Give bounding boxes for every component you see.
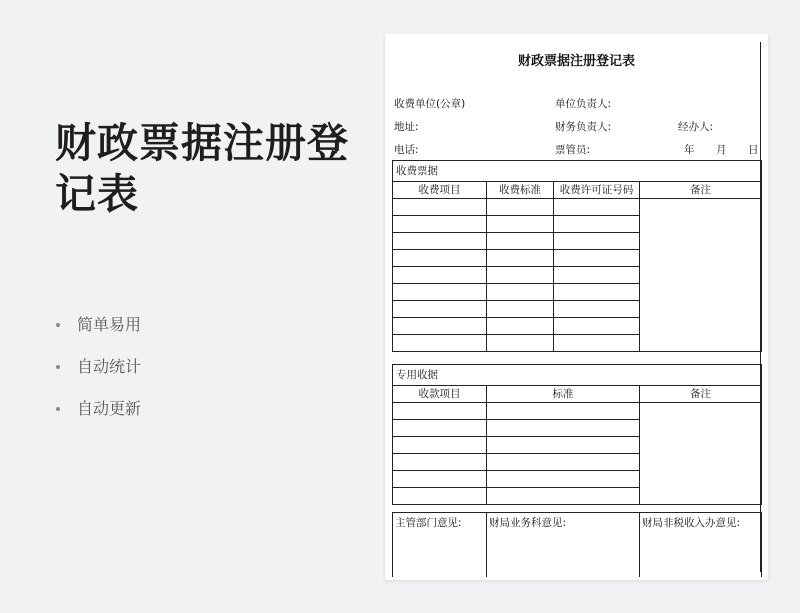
table-cell (554, 199, 640, 216)
table-cell (487, 216, 554, 233)
table-row (393, 199, 762, 216)
address-field: 地址: (394, 121, 419, 133)
table-cell (554, 233, 640, 250)
unit-head-field: 单位负责人: (555, 98, 612, 110)
table-cell (554, 250, 640, 267)
feature-item: 自动更新 (55, 396, 141, 438)
table-cell (393, 488, 487, 505)
table-cell (554, 301, 640, 318)
table-cell (393, 437, 487, 454)
date-month: 月 (716, 144, 727, 156)
ticket-manager-field: 票管员: (555, 144, 591, 156)
opinion-cell-business: 财局业务科意见: (487, 513, 640, 578)
table-cell (554, 335, 640, 352)
table-cell (554, 216, 640, 233)
table-cell (393, 420, 487, 437)
remark-cell (640, 199, 762, 352)
handler-field: 经办人: (678, 121, 714, 133)
special-receipt-table (392, 364, 762, 505)
table-cell (487, 471, 640, 488)
opinion-table (392, 512, 762, 577)
table-cell (487, 335, 554, 352)
table-cell (487, 454, 640, 471)
table-cell (393, 454, 487, 471)
table-cell (554, 318, 640, 335)
finance-head-field: 财务负责人: (555, 121, 612, 133)
table-cell (554, 284, 640, 301)
table-cell (487, 488, 640, 505)
document-title: 财政票据注册登记表 (517, 54, 635, 69)
table-cell (393, 233, 487, 250)
document-preview (385, 34, 768, 580)
feature-item: 简单易用 (55, 312, 141, 354)
promo-title: 财政票据注册登记表 (55, 119, 349, 218)
column-header: 备注 (640, 182, 762, 199)
unit-field: 收费单位(公章) (394, 98, 466, 110)
table-row (393, 403, 762, 420)
phone-field: 电话: (394, 144, 419, 156)
table-cell (393, 250, 487, 267)
opinion-cell-nontax: 财局非税收入办意见: (640, 513, 762, 578)
table-cell (554, 267, 640, 284)
table-cell (393, 284, 487, 301)
table-cell (487, 284, 554, 301)
table-cell (393, 403, 487, 420)
table-cell (393, 267, 487, 284)
feature-list (55, 312, 141, 438)
table-cell (487, 199, 554, 216)
table-cell (487, 250, 554, 267)
column-header: 备注 (640, 386, 762, 403)
column-header: 收费许可证号码 (554, 182, 640, 199)
fee-section-label: 收费票据 (393, 161, 762, 182)
column-header: 标准 (487, 386, 640, 403)
date-day: 日 (748, 144, 759, 156)
column-header: 收款项目 (393, 386, 487, 403)
table-cell (487, 267, 554, 284)
feature-item: 自动统计 (55, 354, 141, 396)
column-header: 收费项目 (393, 182, 487, 199)
table-cell (393, 471, 487, 488)
opinion-cell-department: 主管部门意见: (393, 513, 487, 578)
table-cell (393, 301, 487, 318)
table-cell (487, 301, 554, 318)
page-edge-line (760, 42, 761, 572)
table-cell (393, 199, 487, 216)
table-cell (487, 437, 640, 454)
table-cell (393, 318, 487, 335)
column-header: 收费标准 (487, 182, 554, 199)
fee-table (392, 160, 762, 352)
table-cell (487, 318, 554, 335)
table-cell (487, 403, 640, 420)
remark-cell (640, 403, 762, 505)
special-section-label: 专用收据 (393, 365, 762, 386)
table-cell (393, 335, 487, 352)
table-cell (487, 233, 554, 250)
table-cell (487, 420, 640, 437)
table-cell (393, 216, 487, 233)
date-year: 年 (684, 144, 695, 156)
